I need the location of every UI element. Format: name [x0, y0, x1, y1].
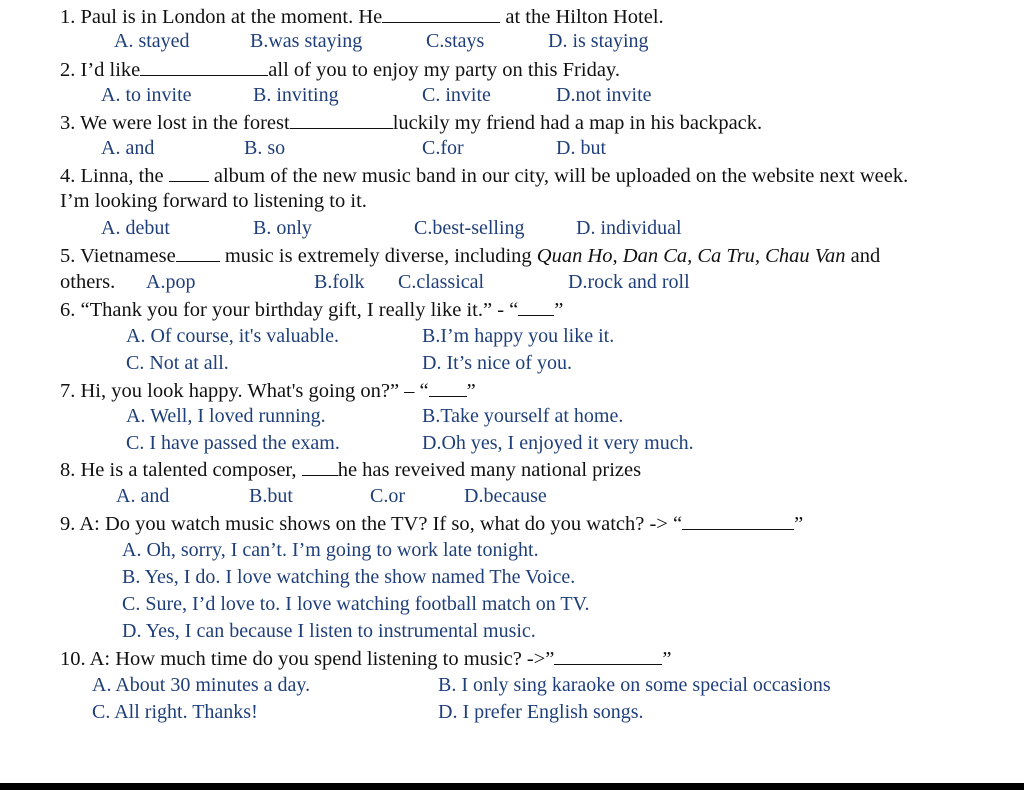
q5-option-c[interactable]: C.classical	[398, 271, 485, 293]
answer-blank[interactable]	[429, 378, 467, 397]
stem-after: ”	[794, 513, 804, 535]
q3-option-a[interactable]: A. and	[101, 137, 155, 159]
answer-blank[interactable]	[290, 110, 393, 129]
question-10-stem	[60, 646, 672, 671]
q9-option-c[interactable]: C. Sure, I’d love to. I love watching football match on TV.	[122, 593, 590, 615]
stem-after: ”	[554, 299, 564, 321]
q9-option-a[interactable]: A. Oh, sorry, I can’t. I’m going to work late tonight.	[122, 539, 539, 561]
bottom-edge-bar	[0, 783, 1024, 790]
stem-before: I’d like	[80, 59, 141, 81]
question-6-stem	[60, 297, 563, 322]
question-number: 1.	[60, 6, 76, 28]
stem-italic-genres: Quan Ho, Dan Ca, Ca Tru, Chau Van	[536, 245, 846, 267]
q4-option-a[interactable]: A. debut	[101, 217, 170, 239]
question-8-stem	[60, 457, 641, 482]
question-number: 8.	[60, 459, 76, 481]
answer-blank[interactable]	[176, 243, 220, 262]
q2-option-a[interactable]: A. to invite	[101, 84, 192, 106]
q7-option-b[interactable]: B.Take yourself at home.	[422, 405, 624, 427]
answer-blank[interactable]	[140, 57, 268, 76]
q8-option-c[interactable]: C.or	[370, 485, 405, 507]
q1-option-b[interactable]: B.was staying	[250, 30, 363, 52]
question-number: 2.	[60, 59, 76, 81]
stem-after: all of you to enjoy my party on this Friday.	[268, 59, 620, 81]
question-2-stem	[60, 57, 620, 82]
q10-option-c[interactable]: C. All right. Thanks!	[92, 701, 258, 723]
q2-option-b[interactable]: B. inviting	[253, 84, 339, 106]
stem-before: We were lost in the forest	[80, 112, 290, 134]
stem-before: “Thank you for your birthday gift, I really like it.” - “	[80, 299, 519, 321]
stem-before: Paul is in London at the moment. He	[80, 6, 383, 28]
question-1-stem	[60, 4, 664, 29]
q5-option-a[interactable]: A.pop	[146, 271, 196, 293]
q2-option-d[interactable]: D.not invite	[556, 84, 652, 106]
stem-before: A: Do you watch music shows on the TV? If so, what do you watch? -> “	[79, 513, 683, 535]
answer-blank[interactable]	[302, 457, 338, 476]
q3-option-c[interactable]: C.for	[422, 137, 464, 159]
question-number: 3.	[60, 112, 76, 134]
stem-before: Linna, the	[80, 165, 164, 187]
stem-after: he has reveived many national prizes	[337, 459, 642, 481]
q1-option-d[interactable]: D. is staying	[548, 30, 649, 52]
q7-option-a[interactable]: A. Well, I loved running.	[126, 405, 326, 427]
q6-option-d[interactable]: D. It’s nice of you.	[422, 352, 572, 374]
q6-option-b[interactable]: B.I’m happy you like it.	[422, 325, 615, 347]
q10-option-d[interactable]: D. I prefer English songs.	[438, 701, 644, 723]
q1-option-a[interactable]: A. stayed	[114, 30, 190, 52]
q2-option-c[interactable]: C. invite	[422, 84, 491, 106]
answer-blank[interactable]	[169, 163, 209, 182]
stem-after: at the Hilton Hotel.	[505, 6, 664, 28]
answer-blank[interactable]	[682, 511, 794, 530]
q6-option-c[interactable]: C. Not at all.	[126, 352, 229, 374]
q10-option-b[interactable]: B. I only sing karaoke on some special occasions	[438, 674, 831, 696]
question-number: 9.	[60, 513, 76, 535]
question-5-stem-line2: others.	[60, 271, 116, 293]
question-9-stem	[60, 511, 803, 536]
q7-option-d[interactable]: D.Oh yes, I enjoyed it very much.	[422, 432, 694, 454]
question-7-stem	[60, 378, 476, 403]
q4-option-d[interactable]: D. individual	[576, 217, 682, 239]
stem-after: album of the new music band in our city, will be uploaded on the website next week.	[213, 165, 909, 187]
q4-option-c[interactable]: C.best-selling	[414, 217, 525, 239]
answer-blank[interactable]	[382, 4, 500, 23]
stem-after: luckily my friend had a map in his backpack.	[392, 112, 763, 134]
q3-option-b[interactable]: B. so	[244, 137, 286, 159]
q5-option-d[interactable]: D.rock and roll	[568, 271, 690, 293]
question-number: 4.	[60, 165, 76, 187]
q4-option-b[interactable]: B. only	[253, 217, 312, 239]
stem-after: music is extremely diverse, including	[224, 245, 532, 267]
stem-after: ”	[662, 648, 672, 670]
q7-option-c[interactable]: C. I have passed the exam.	[126, 432, 340, 454]
question-4-stem-line2: I’m looking forward to listening to it.	[60, 190, 367, 212]
stem-end: and	[850, 245, 881, 267]
question-number: 6.	[60, 299, 76, 321]
q9-option-d[interactable]: D. Yes, I can because I listen to instrumental music.	[122, 620, 536, 642]
question-number: 5.	[60, 245, 76, 267]
q8-option-b[interactable]: B.but	[249, 485, 293, 507]
answer-blank[interactable]	[518, 297, 554, 316]
stem-after: ”	[466, 380, 476, 402]
q3-option-d[interactable]: D. but	[556, 137, 606, 159]
stem-before: He is a talented composer,	[80, 459, 297, 481]
q8-option-d[interactable]: D.because	[464, 485, 547, 507]
question-4-stem	[60, 163, 908, 188]
question-number: 7.	[60, 380, 76, 402]
answer-blank[interactable]	[554, 646, 662, 665]
q5-option-b[interactable]: B.folk	[314, 271, 365, 293]
q1-option-c[interactable]: C.stays	[426, 30, 485, 52]
stem-before: Vietnamese	[80, 245, 176, 267]
question-5-stem	[60, 243, 880, 268]
stem-before: Hi, you look happy. What's going on?” – “	[80, 380, 429, 402]
question-number: 10.	[60, 648, 86, 670]
stem-before: A: How much time do you spend listening to music? ->”	[89, 648, 555, 670]
q10-option-a[interactable]: A. About 30 minutes a day.	[92, 674, 311, 696]
q6-option-a[interactable]: A. Of course, it's valuable.	[126, 325, 339, 347]
question-3-stem	[60, 110, 762, 135]
q8-option-a[interactable]: A. and	[116, 485, 170, 507]
q9-option-b[interactable]: B. Yes, I do. I love watching the show named The Voice.	[122, 566, 576, 588]
